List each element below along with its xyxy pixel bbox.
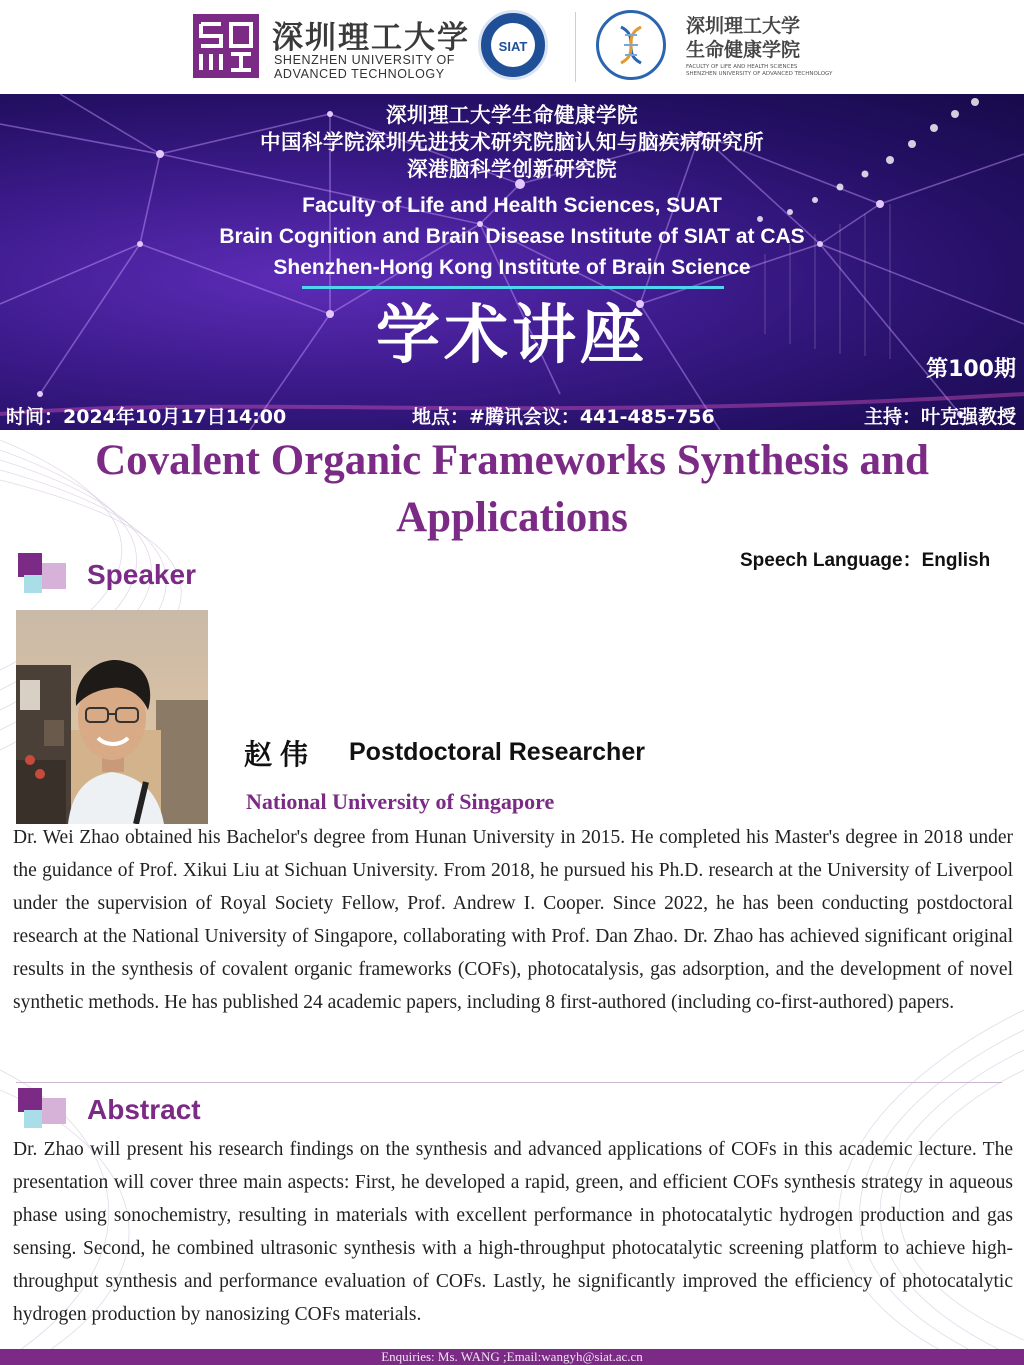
event-info-row — [0, 400, 1024, 428]
issue-number: 第100期 — [926, 357, 1016, 382]
flhs-chinese-line: 深圳理工大学 — [686, 15, 801, 37]
speaker-biography: Dr. Wei Zhao obtained his Bachelor's degree from Hunan University in 2015. He completed his Master's degree in 2018 under the guidance of Prof. Xikui Liu at Sichuan University. From 2018, he pursued his Ph.D. research at the University of Liverpool under the supervision of Royal Society Fellow, Prof. Andrew I. Cooper. Since 2022, he has been conducting postdoctoral research at the National University of Singapore, collaborating with Prof. Dan Zhao. Dr. Zhao has achieved significant original results in the synthesis of covalent organic frameworks (COFs), photocatalysis, gas adsorption, and the development of novel synthetic methods. He has published 24 academic papers, including 8 first-authored (including co-first-authored) papers. — [13, 827, 1013, 1013]
institution-english-line: Faculty of Life and Health Sciences, SUAT — [302, 194, 722, 217]
section-square-icon — [24, 575, 42, 593]
footer-contact: Enquiries: Ms. WANG ;Email:wangyh@siat.ac.cn — [0, 1349, 1024, 1365]
talk-title-line: Applications — [396, 494, 628, 541]
section-square-icon — [40, 563, 66, 589]
event-location: 地点：#腾讯会议：441-485-756 — [412, 406, 715, 428]
title-underline — [302, 286, 724, 289]
flhs-chinese-line: 生命健康学院 — [686, 39, 801, 61]
speaker-photo — [16, 610, 208, 824]
institution-english-line: Shenzhen-Hong Kong Institute of Brain Science — [273, 256, 751, 279]
talk-title-line: Covalent Organic Frameworks Synthesis and — [95, 437, 929, 484]
section-square-icon — [18, 1088, 42, 1112]
institution-chinese-line: 中国科学院深圳先进技术研究院脑认知与脑疾病研究所 — [260, 130, 764, 154]
speaker-name: 赵伟 — [244, 738, 317, 771]
institution-english-names — [0, 190, 1024, 283]
suat-english-line: SHENZHEN UNIVERSITY OF — [274, 53, 456, 67]
section-divider — [16, 1082, 1002, 1083]
header-banner — [0, 94, 1024, 430]
suat-chinese-name: 深圳理工大学 — [272, 20, 470, 56]
suat-english-line: ADVANCED TECHNOLOGY — [274, 67, 445, 81]
institution-chinese-names — [0, 102, 1024, 183]
suat-english-name — [274, 53, 455, 81]
section-square-icon — [40, 1098, 66, 1124]
speaker-section-label: Speaker — [87, 559, 196, 590]
section-square-icon — [18, 553, 42, 577]
institution-chinese-line: 深港脑科学创新研究院 — [407, 157, 617, 181]
speaker-title: Postdoctoral Researcher — [349, 738, 645, 766]
talk-title — [20, 432, 1004, 546]
section-square-icon — [24, 1110, 42, 1128]
logo-divider — [575, 12, 576, 82]
flhs-english-line: FACULTY OF LIFE AND HEALTH SCIENCES — [686, 64, 798, 70]
logo-bar — [0, 0, 1024, 94]
speaker-affiliation: National University of Singapore — [246, 789, 555, 814]
flhs-chinese-name — [686, 14, 800, 62]
event-time: 时间：2024年10月17日14:00 — [6, 406, 287, 428]
siat-logo-icon — [478, 10, 548, 80]
flhs-logo-icon — [596, 10, 666, 80]
abstract-text: Dr. Zhao will present his research findings on the synthesis and advanced applications of COFs in this academic lecture. The presentation will cover three main aspects: First, he developed a rapid, green, and efficient COFs synthesis strategy in aqueous phase using sonochemistry, resulting in materials with excellent performance in photocatalytic hydrogen production and gas sensing. Second, he combined ultrasonic synthesis with a high-throughput photocatalytic screening platform to achieve high-throughput synthesis and performance evaluation of COFs. Lastly, he significantly improved the efficiency of photocatalytic hydrogen production by nanosizing COFs materials. — [13, 1139, 1013, 1325]
abstract-section-label: Abstract — [87, 1094, 201, 1125]
lecture-series-title: 学术讲座 — [376, 299, 648, 373]
siat-logo-text: SIAT — [498, 39, 528, 54]
institution-chinese-line: 深圳理工大学生命健康学院 — [386, 103, 638, 127]
speech-language: Speech Language：English — [740, 550, 991, 571]
event-host: 主持：叶克强教授 — [863, 406, 1016, 428]
flhs-english-name — [686, 64, 832, 78]
flhs-english-line: SHENZHEN UNIVERSITY OF ADVANCED TECHNOLOGY — [686, 71, 833, 77]
institution-english-line: Brain Cognition and Brain Disease Institute of SIAT at CAS — [219, 225, 805, 248]
suat-logo-icon — [193, 14, 259, 78]
